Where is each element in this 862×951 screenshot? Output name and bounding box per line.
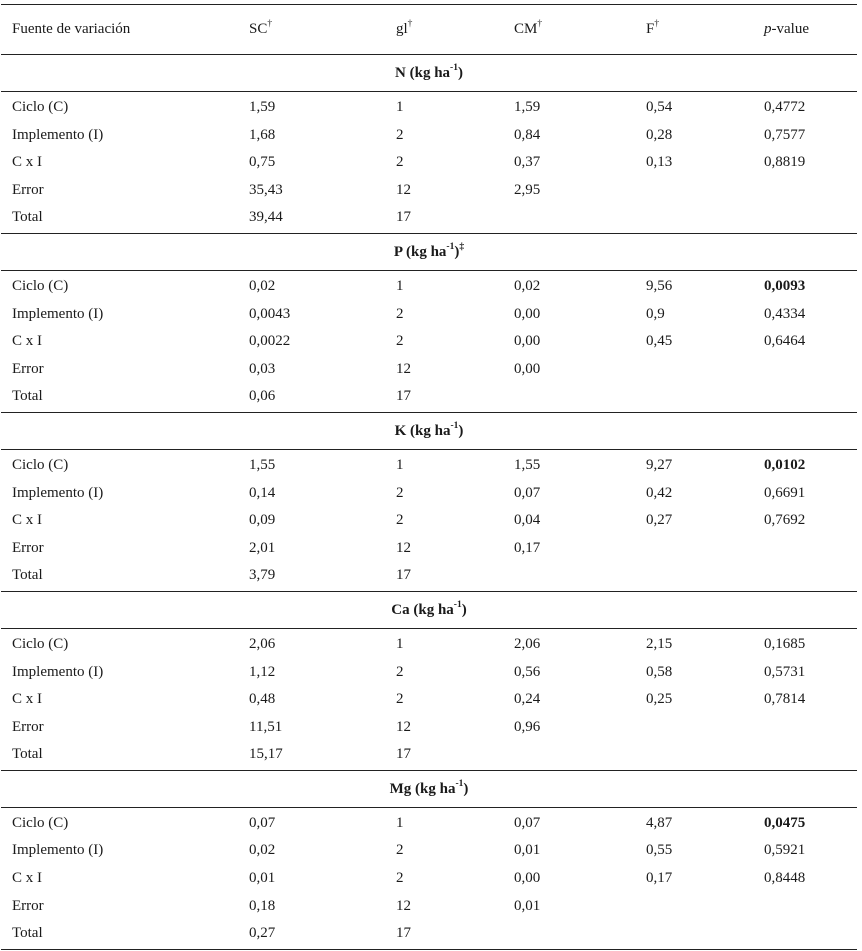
cell-fuente: Ciclo (C): [12, 456, 69, 473]
cell-gl: 1: [396, 456, 404, 473]
cell-sc: 0,02: [249, 842, 276, 859]
table-row: [1, 535, 857, 563]
bottom-rule: [1, 949, 857, 950]
cell-p: 0,0102: [764, 456, 806, 473]
cell-sc: 35,43: [249, 181, 283, 198]
table-row: [1, 177, 857, 205]
cell-fuente: Total: [12, 567, 43, 584]
cell-cm: 2,95: [514, 181, 541, 198]
table-row: [1, 273, 857, 301]
cell-gl: 2: [396, 484, 404, 501]
cell-fuente: Error: [12, 181, 44, 198]
cell-fuente: Implemento (I): [12, 842, 104, 859]
header-f: F†: [646, 19, 660, 37]
table-row: [1, 865, 857, 893]
cell-sc: 3,79: [249, 567, 276, 584]
table-row: [1, 452, 857, 480]
cell-sc: 1,68: [249, 126, 276, 143]
cell-gl: 2: [396, 305, 404, 322]
cell-fuente: C x I: [12, 512, 42, 529]
cell-fuente: Total: [12, 746, 43, 763]
table-row: [1, 480, 857, 508]
cell-sc: 39,44: [249, 209, 283, 226]
table-row: [1, 893, 857, 921]
section-title-rule: [1, 91, 857, 92]
header-sc: SC†: [249, 19, 273, 37]
cell-cm: 0,00: [514, 360, 541, 377]
cell-sc: 0,06: [249, 388, 276, 405]
cell-cm: 2,06: [514, 635, 541, 652]
cell-sc: 0,18: [249, 897, 276, 914]
cell-sc: 15,17: [249, 746, 283, 763]
cell-sc: 0,0043: [249, 305, 291, 322]
table-row: [1, 149, 857, 177]
cell-f: 0,54: [646, 99, 673, 115]
cell-fuente: C x I: [12, 691, 42, 708]
section-title: P (kg $ha^{-1})^\ddagger$: [393, 241, 465, 260]
cell-gl: 2: [396, 691, 404, 708]
cell-p: 0,6464: [764, 333, 806, 350]
cell-f: 0,28: [646, 126, 673, 143]
cell-p: 0,7814: [764, 691, 806, 708]
cell-gl: 17: [396, 567, 411, 584]
table-row: [1, 383, 857, 411]
table-row: [1, 204, 857, 232]
section-title-rule: [1, 270, 857, 271]
cell-sc: 0,48: [249, 691, 276, 708]
cell-fuente: Total: [12, 925, 43, 942]
cell-gl: 17: [396, 925, 411, 942]
cell-sc: 2,01: [249, 539, 276, 556]
cell-p: 0,1685: [764, 635, 806, 652]
cell-p: 0,7692: [764, 512, 806, 529]
cell-fuente: C x I: [12, 333, 42, 350]
cell-fuente: C x I: [12, 870, 42, 887]
cell-p: 0,0093: [764, 277, 806, 294]
cell-cm: 0,00: [514, 333, 541, 350]
table-row: [1, 631, 857, 659]
table-row: [1, 686, 857, 714]
cell-fuente: Error: [12, 539, 44, 556]
cell-cm: 1,59: [514, 99, 541, 115]
section-title-rule: [1, 449, 857, 450]
cell-gl: 2: [396, 663, 404, 680]
cell-fuente: Error: [12, 718, 44, 735]
table-row: [1, 328, 857, 356]
table-row: [1, 741, 857, 769]
cell-gl: 2: [396, 842, 404, 859]
table-row: [1, 122, 857, 150]
cell-gl: 12: [396, 360, 411, 377]
cell-sc: 1,59: [249, 99, 276, 115]
table-row: [1, 659, 857, 687]
cell-f: 0,9: [646, 305, 665, 322]
section-title-rule: [1, 628, 857, 629]
cell-gl: 2: [396, 333, 404, 350]
cell-fuente: Total: [12, 209, 43, 226]
cell-f: 9,27: [646, 456, 673, 473]
cell-sc: 1,55: [249, 456, 276, 473]
header-fuente: Fuente de variación: [12, 21, 131, 37]
cell-fuente: Error: [12, 360, 44, 377]
cell-gl: 1: [396, 635, 404, 652]
cell-sc: 1,12: [249, 663, 276, 680]
cell-gl: 2: [396, 512, 404, 529]
cell-gl: 1: [396, 99, 404, 115]
cell-f: 4,87: [646, 814, 673, 831]
cell-cm: 0,04: [514, 512, 541, 529]
table-body: [1, 54, 857, 950]
cell-sc: 11,51: [249, 718, 283, 735]
table-row: [1, 810, 857, 838]
cell-p: 0,6691: [764, 484, 806, 501]
cell-f: 0,25: [646, 691, 673, 708]
table-row: [1, 837, 857, 865]
cell-fuente: Error: [12, 897, 44, 914]
section-title: Ca (kg $ha^{-1}$): [391, 599, 467, 618]
cell-cm: 0,01: [514, 842, 541, 859]
cell-gl: 17: [396, 746, 411, 763]
table-row: [1, 714, 857, 742]
section-title: K (kg $ha^{-1}$): [394, 420, 464, 439]
cell-p: 0,0475: [764, 814, 806, 831]
cell-p: 0,8448: [764, 870, 806, 887]
table-row: [1, 562, 857, 590]
cell-f: 9,56: [646, 277, 673, 294]
cell-fuente: Implemento (I): [12, 126, 104, 143]
cell-cm: 0,17: [514, 539, 541, 556]
table-row: [1, 507, 857, 535]
cell-sc: 0,07: [249, 814, 276, 831]
section-title-rule: [1, 807, 857, 808]
cell-gl: 1: [396, 814, 404, 831]
cell-sc: 0,02: [249, 277, 276, 294]
cell-gl: 12: [396, 718, 411, 735]
cell-sc: 0,27: [249, 925, 276, 942]
cell-cm: 0,56: [514, 663, 541, 680]
cell-fuente: Ciclo (C): [12, 814, 69, 831]
cell-f: 0,45: [646, 333, 673, 350]
cell-fuente: Ciclo (C): [12, 99, 69, 115]
cell-gl: 12: [396, 181, 411, 198]
cell-f: 2,15: [646, 635, 673, 652]
cell-p: 0,7577: [764, 126, 806, 143]
section-title: N (kg $ha^{-1}$): [395, 63, 463, 81]
table-row: [1, 920, 857, 948]
cell-sc: 0,01: [249, 870, 276, 887]
header-row: [1, 5, 857, 54]
cell-gl: 2: [396, 870, 404, 887]
cell-f: 0,58: [646, 663, 673, 680]
cell-cm: 0,01: [514, 897, 541, 914]
cell-gl: 17: [396, 388, 411, 405]
header-p-value: p-value: [764, 21, 809, 37]
cell-gl: 12: [396, 539, 411, 556]
table-row: [1, 356, 857, 384]
cell-sc: 2,06: [249, 635, 276, 652]
cell-sc: 0,14: [249, 484, 276, 501]
table-row: [1, 94, 857, 122]
header-gl: gl†: [396, 19, 413, 37]
cell-gl: 1: [396, 277, 404, 294]
cell-fuente: Ciclo (C): [12, 635, 69, 652]
cell-cm: 0,07: [514, 814, 541, 831]
cell-fuente: Implemento (I): [12, 305, 104, 322]
cell-gl: 17: [396, 209, 411, 226]
cell-f: 0,13: [646, 154, 673, 171]
cell-f: 0,55: [646, 842, 673, 859]
cell-p: 0,4334: [764, 305, 806, 322]
section-title: Mg (kg $ha^{-1}$): [389, 778, 469, 797]
cell-fuente: Implemento (I): [12, 663, 104, 680]
cell-p: 0,5731: [764, 663, 806, 680]
cell-fuente: C x I: [12, 154, 42, 171]
cell-cm: 0,00: [514, 870, 541, 887]
cell-cm: 0,37: [514, 154, 541, 171]
cell-cm: 0,84: [514, 126, 541, 143]
cell-fuente: Implemento (I): [12, 484, 104, 501]
cell-f: 0,42: [646, 484, 673, 501]
cell-cm: 0,96: [514, 718, 541, 735]
cell-sc: 0,03: [249, 360, 276, 377]
cell-cm: 0,07: [514, 484, 541, 501]
cell-sc: 0,75: [249, 154, 276, 171]
cell-f: 0,27: [646, 512, 673, 529]
cell-cm: 0,24: [514, 691, 541, 708]
header-cm: CM†: [514, 19, 543, 37]
cell-cm: 1,55: [514, 456, 541, 473]
cell-gl: 12: [396, 897, 411, 914]
cell-sc: 0,09: [249, 512, 276, 529]
cell-f: 0,17: [646, 870, 673, 887]
cell-sc: 0,0022: [249, 333, 291, 350]
table-row: [1, 301, 857, 329]
cell-gl: 2: [396, 126, 404, 143]
cell-cm: 0,00: [514, 305, 541, 322]
cell-cm: 0,02: [514, 277, 541, 294]
cell-fuente: Total: [12, 388, 43, 405]
cell-p: 0,8819: [764, 154, 806, 171]
cell-gl: 2: [396, 154, 404, 171]
cell-p: 0,5921: [764, 842, 806, 859]
anova-table: [1, 4, 857, 950]
cell-fuente: Ciclo (C): [12, 277, 69, 294]
cell-p: 0,4772: [764, 99, 806, 115]
